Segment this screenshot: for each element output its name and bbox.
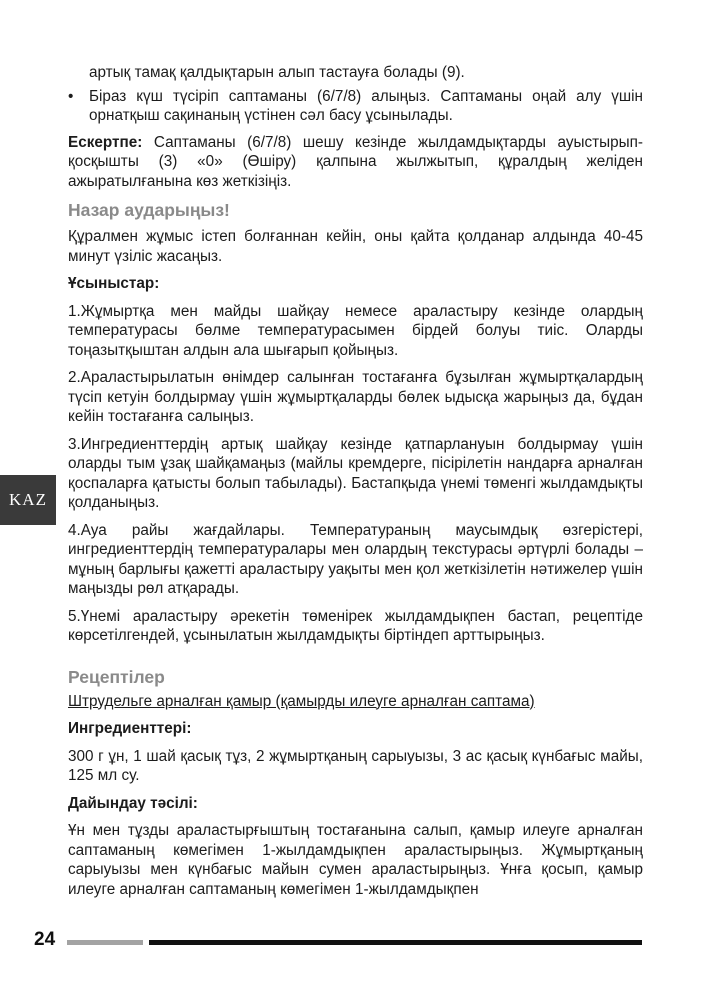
note-paragraph bbox=[68, 133, 643, 192]
tip-item: 4.Ауа райы жағдайлары. Температураның маусымдық өзгерістері, ингредиенттердің температуралары мен олардың текстурасы әртүрлі болады – мұның барлығы қажетті араластыру уақыты мен қол жеткізілетін нәтижелер үшін маңызды рөл атқарады. bbox=[68, 521, 643, 597]
page-number: 24 bbox=[34, 929, 56, 950]
recipes-heading: Рецептілер bbox=[68, 666, 165, 687]
language-tab-kaz bbox=[0, 475, 56, 525]
recipe-title: Штрудельге арналған қамыр (қамырды илеуге арналған саптама) bbox=[68, 692, 535, 710]
tip-item: 1.Жұмыртқа мен майды шайқау немесе араластыру кезінде олардың температурасы бөлме температурасымен бірдей болуы тиіс. Оларды тоңазытқыштан алдын ала шығарып қойыңыз. bbox=[68, 302, 643, 359]
tip-item: 2.Араластырылатын өнімдер салынған тостағанға бұзылған жұмыртқалардың түсіп кетуін болдырмау үшін жұмыртқаларды бөлек ыдысқа жарыңыз да, бұдан кейін тостағанға салыңыз. bbox=[68, 369, 643, 425]
tips-heading: Ұсыныстар: bbox=[68, 275, 160, 292]
bullet-item bbox=[68, 87, 643, 126]
continued-paragraph: артық тамақ қалдықтарын алып тастауға болады (9). bbox=[89, 64, 465, 81]
method-text: Ұн мен тұзды араластырғыштың тостағанына салып, қамыр илеуге арналған саптаманың көмегімен 1-жылдамдықпен араластырыңыз. Жұмыртқаның сарыуызы мен күнбағыс майын сумен араластырыңыз. Ұнға қосып, қамыр илеуге арналған саптаманың көмегімен 1-жылдамдықпен bbox=[68, 822, 643, 898]
language-tab-label: KAZ bbox=[9, 490, 47, 509]
ingredients-text: 300 г ұн, 1 шай қасық тұз, 2 жұмыртқаның сарыуызы, 3 ас қасық күнбағыс майы, 125 мл су. bbox=[68, 747, 643, 784]
footer-rule-black bbox=[149, 940, 642, 945]
note-label: Ескертпе: bbox=[68, 133, 143, 151]
ingredients-heading: Ингредиенттері: bbox=[68, 720, 192, 737]
tip-item: 3.Ингредиенттердің артық шайқау кезінде қатпарлануын болдырмау үшін оларды тым ұзақ шайқамаңыз (майлы кремдерге, пісірілетін нандарға арналған қоспаларға қатысты болып табылады). Бастапқыда үнемі төменгі жылдамдықты қолданыңыз. bbox=[68, 435, 643, 511]
attention-text: Құралмен жұмыс істеп болғаннан кейін, оны қайта қолданар алдында 40-45 минут үзіліс жасаңыз. bbox=[68, 228, 643, 265]
method-heading: Дайындау тәсілі: bbox=[68, 794, 198, 812]
attention-heading: Назар аударыңыз! bbox=[68, 200, 230, 220]
bullet-dot: • bbox=[68, 87, 74, 105]
page-content bbox=[68, 63, 643, 899]
note-text: Саптаманы (6/7/8) шешу кезінде жылдамдықтарды ауыстырып-қосқышты (3) «0» (Өшіру) қалпына жылжытып, құралдың желіден ажыратылғанына көз жеткізіңіз. bbox=[68, 133, 643, 190]
bullet-text: Біраз күш түсіріп саптаманы (6/7/8) алыңыз. Саптаманы оңай алу үшін орнатқыш сақинаның үстінен сәл басу ұсынылады. bbox=[89, 87, 643, 124]
footer-rule-grey bbox=[67, 940, 143, 945]
tip-item: 5.Үнемі араластыру әрекетін төменірек жылдамдықпен бастап, рецептіде көрсетілгендей, ұсынылатын жылдамдықты біртіндеп арттырыңыз. bbox=[68, 607, 643, 644]
